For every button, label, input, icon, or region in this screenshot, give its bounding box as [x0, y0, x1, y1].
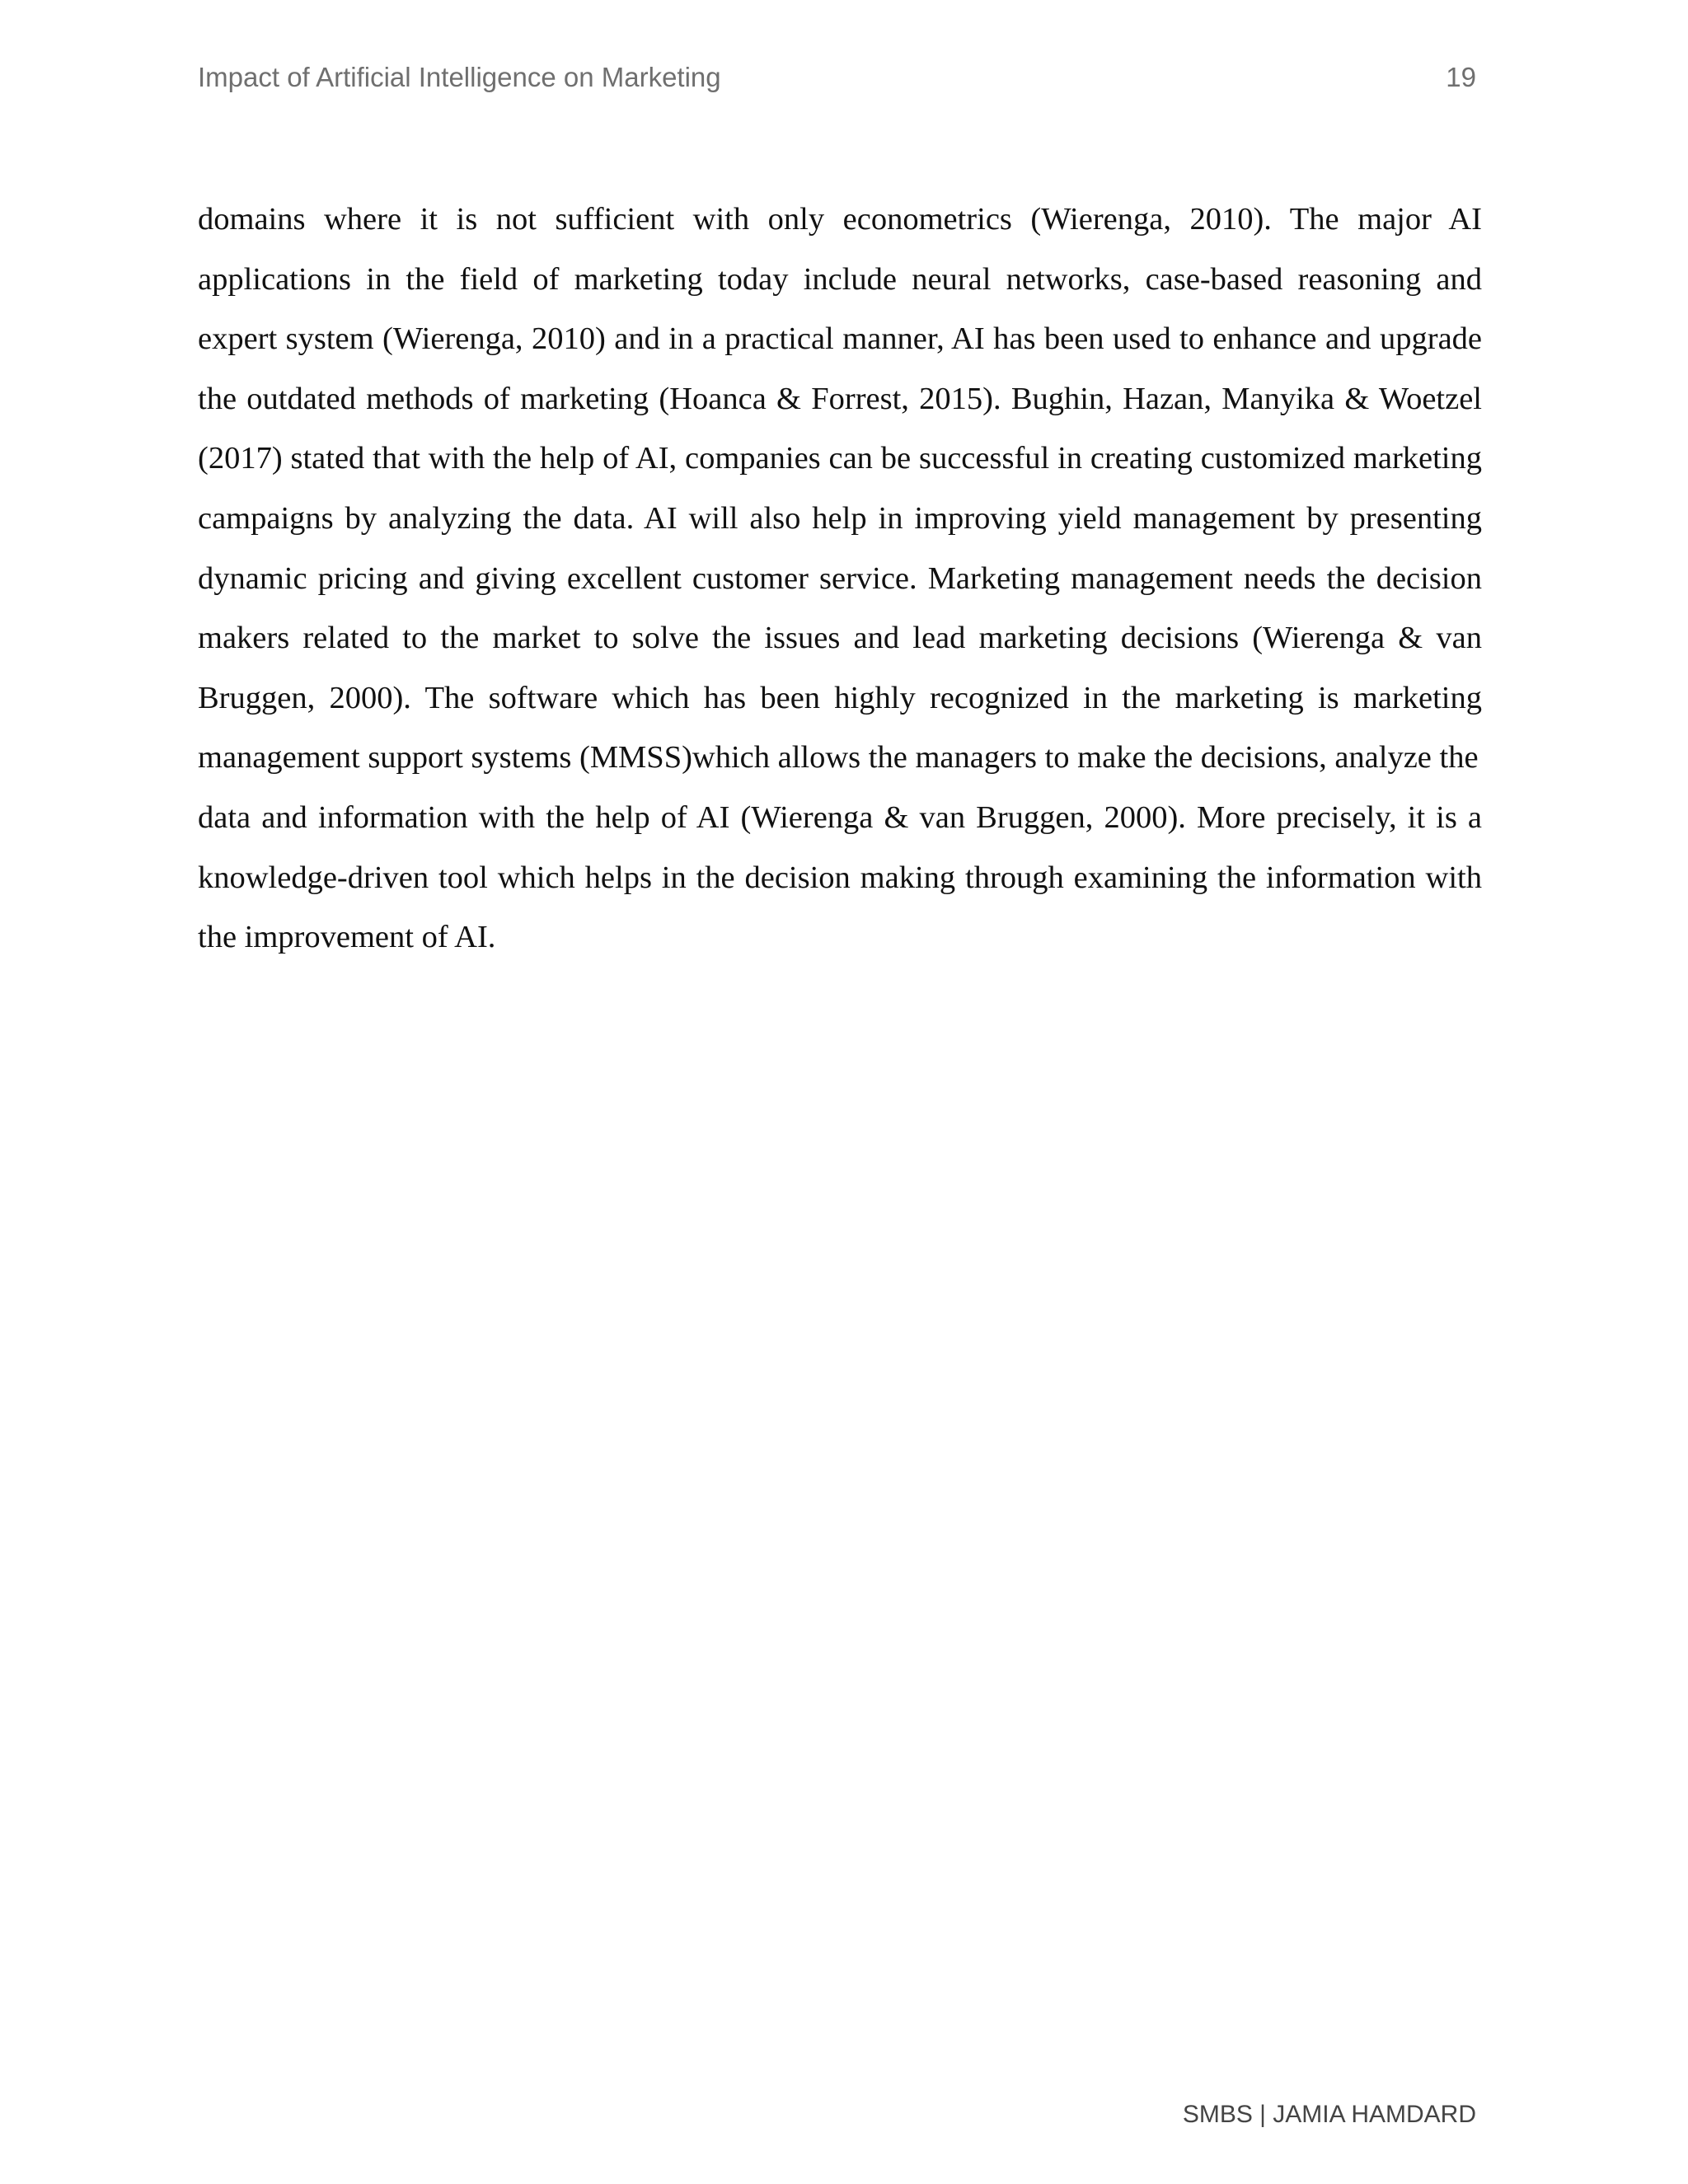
- paragraph: domains where it is not sufficient with only econometrics (Wierenga, 2010). The major AI applications in the field of marketing today include neural networks, case-based reasoning and expert system (Wierenga, 2010) and in a practical manner, AI has been used to enhance and upgrade the outdated methods of marketing (Hoanca & Forrest, 2015). Bughin, Hazan, Manyika & Woetzel (2017) stated that with the help of AI, companies can be successful in creating customized marketing campaigns by analyzing the data. AI will also help in improving yield management by presenting dynamic pricing and giving excellent customer service. Marketing management needs the decision makers related to the market to solve the issues and lead marketing decisions (Wierenga & van Bruggen, 2000). The software which has been highly recognized in the marketing is marketing management support systems (MMSS)which allows the managers to make the decisions, analyze the: [198, 202, 1482, 776]
- page-footer: SMBS | JAMIA HAMDARD: [1182, 2101, 1476, 2128]
- paragraph: data and information with the help of AI (Wierenga & van Bruggen, 2000). More precisely, it is a knowledge-driven tool which helps in the decision making through examining the information with the improvement of AI.: [198, 799, 1482, 955]
- body-text: [198, 190, 1482, 968]
- page-number: 19: [1446, 62, 1476, 92]
- running-head-title: Impact of Artificial Intelligence on Marketing: [198, 62, 721, 92]
